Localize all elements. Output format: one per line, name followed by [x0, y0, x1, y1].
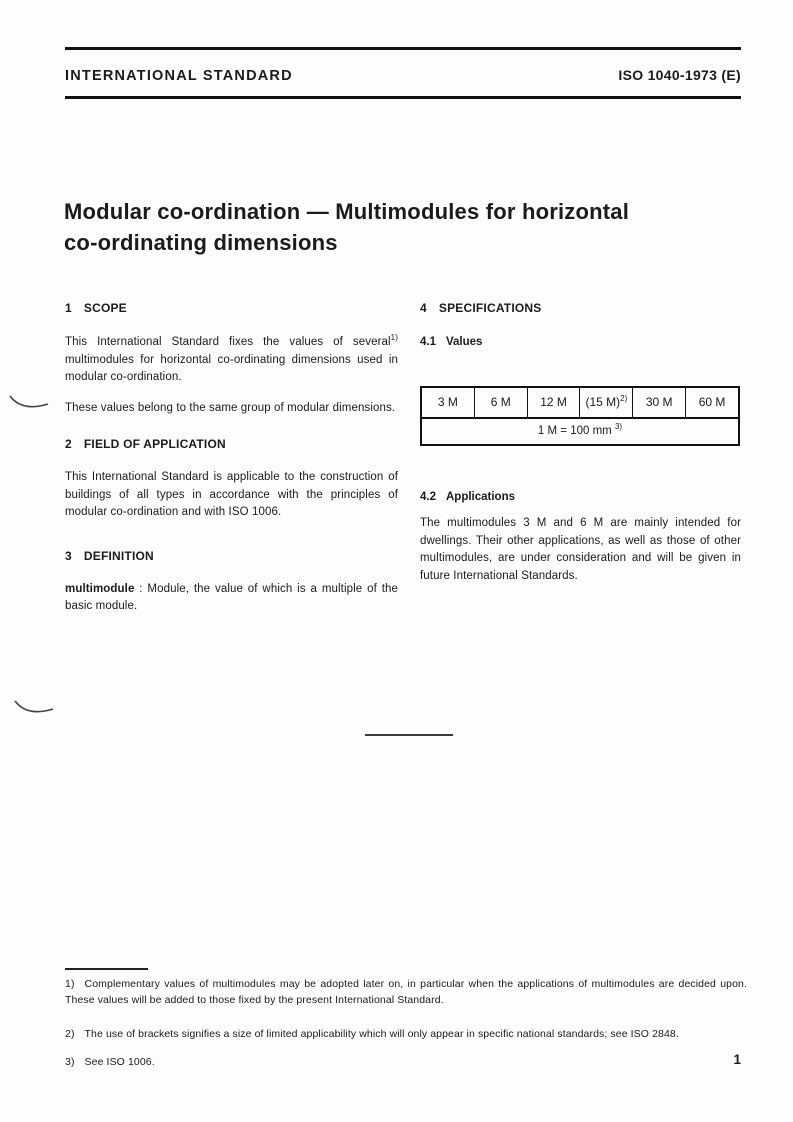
section-label: SPECIFICATIONS	[438, 301, 542, 315]
table-cell-6m: 6 M	[475, 388, 528, 417]
footnote-1: 1) Complementary values of multimodules may be adopted later on, in particular when the applications of multimodules are decided upon. These values will be added to those fixed by the present International Standard.	[65, 978, 747, 1006]
subsection-number: 4.2	[420, 491, 436, 503]
document-type-label: INTERNATIONAL STANDARD	[65, 68, 293, 84]
footnote-reference-3: 3)	[614, 422, 623, 432]
applications-paragraph: The multimodules 3 M and 6 M are mainly intended for dwellings. Their other applications, as well as those of other multimodules, are under consideration and will be given in future International Standards.	[420, 517, 741, 582]
section-divider-line	[365, 734, 453, 736]
document-title-line1: Modular co-ordination — Multimodules for horizontal	[64, 199, 630, 224]
field-of-application-paragraph: This International Standard is applicable to the construction of buildings of all types in accordance with the principles of modular co-ordination and with ISO 1006.	[65, 471, 398, 518]
document-title	[64, 196, 629, 258]
footnote-separator-rule	[65, 968, 148, 970]
section-number: 4	[420, 301, 427, 315]
document-title-line2: co-ordinating dimensions	[64, 230, 338, 255]
section-heading-definition	[65, 549, 398, 563]
standard-reference-number: ISO 1040-1973 (E)	[618, 67, 741, 83]
scan-artifact-curve	[8, 392, 50, 414]
footnote-3: 3) See ISO 1006.	[65, 1056, 155, 1068]
document-header	[65, 67, 741, 84]
table-cell-12m: 12 M	[528, 388, 581, 417]
footnote-reference-1: 1)	[390, 333, 398, 343]
subsection-label: Applications	[446, 491, 516, 503]
table-row	[422, 388, 738, 419]
header-bottom-rule	[65, 96, 741, 99]
scan-artifact-curve	[13, 697, 55, 719]
page-number: 1	[733, 1052, 741, 1067]
multimodule-values-table	[420, 386, 740, 446]
definition-paragraph: multimodule : Module, the value of which is a multiple of the basic module.	[65, 582, 398, 612]
section-number: 2	[65, 437, 72, 451]
subsection-number: 4.1	[420, 336, 436, 348]
table-cell-15m: (15 M)$^{2)}$	[580, 388, 633, 417]
section-label: FIELD OF APPLICATION	[83, 437, 226, 451]
footnotes	[65, 976, 747, 1070]
section-heading-scope	[65, 301, 398, 315]
subsection-heading-applications	[420, 491, 741, 503]
right-column	[420, 297, 741, 585]
left-column	[65, 297, 398, 616]
subsection-heading-values	[420, 336, 741, 348]
section-label: SCOPE	[83, 301, 127, 315]
table-cell-3m: 3 M	[422, 388, 475, 417]
footnote-2: 2) The use of brackets signifies a size of limited applicability which will only appear in specific national standards; see ISO 2848.	[65, 1028, 679, 1040]
header-top-rule	[65, 47, 741, 50]
definition-term: multimodule	[65, 582, 135, 595]
scope-paragraph-1: This International Standard fixes the values of several$^{1)}$ multimodules for horizontal co-ordinating dimensions used in modular co-ordination.	[65, 333, 398, 383]
section-heading-field-of-application	[65, 437, 398, 451]
scope-paragraph-2: These values belong to the same group of modular dimensions.	[65, 401, 396, 414]
table-cell-30m: 30 M	[633, 388, 686, 417]
table-footer-basic-module: 1 M = 100 mm $^{3)}$	[537, 422, 623, 437]
section-number: 3	[65, 548, 72, 563]
section-label: DEFINITION	[83, 548, 154, 563]
section-heading-specifications	[420, 301, 741, 315]
section-number: 1	[65, 301, 72, 315]
subsection-label: Values	[446, 336, 483, 348]
table-cell-60m: 60 M	[698, 395, 726, 409]
footnote-reference-2: 2)	[620, 394, 628, 403]
